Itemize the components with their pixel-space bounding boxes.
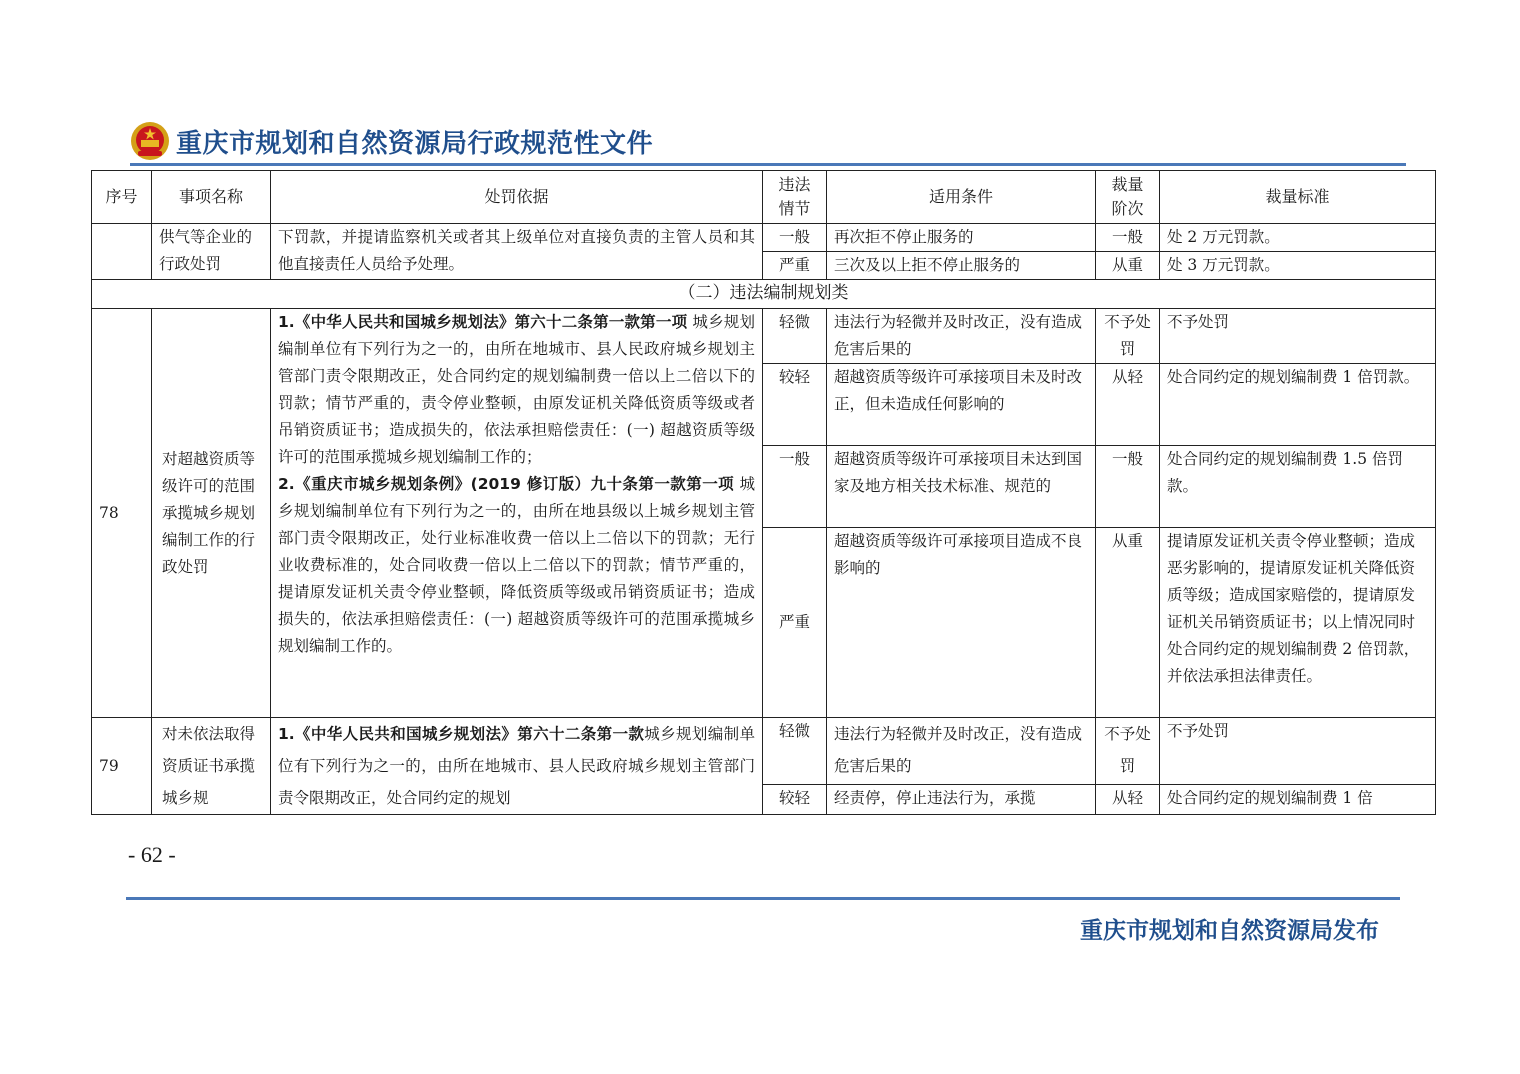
basis-law-text: 城乡规划编制单位有下列行为之一的，由所在地县级以上城乡规划主管部门责令限期改正，处行业标准收费一倍以上二倍以下的罚款；无行业收费标准的，处合同收费一倍以上二倍以下的罚款；情节严重的，提请原发证机关责令停业整顿，降低资质等级或吊销资质证书；造成损失的，依法承担赔偿责任：(一) 超越资质等级许可的范围承揽城乡规划编制工作的。 [278,475,755,655]
discretion-order: 不予处罚 [1096,718,1160,785]
document-header [130,118,653,164]
penalty-table [91,170,1436,815]
discretion-order: 一般 [1096,224,1160,252]
violation-level: 较轻 [763,364,827,446]
applicable-condition: 违法行为轻微并及时改正，没有造成危害后果的 [827,718,1096,785]
header-cell: 裁量 阶次 [1096,171,1160,224]
discretion-order: 从重 [1096,252,1160,280]
basis-law-text: 城乡规划编制单位有下列行为之一的，由所在地城市、县人民政府城乡规划主管部门责令限期改正，处合同约定的规划编制费一倍以上二倍以下的罚款；情节严重的，责令停业整顿，由原发证机关降低资质等级或者吊销资质证书；造成损失的，依法承担赔偿责任：(一) 超越资质等级许可的范围承揽城乡规划编制工作的； [278,313,755,466]
discretion-order: 不予处罚 [1096,309,1160,364]
applicable-condition: 经责停，停止违法行为，承揽 [827,784,1096,814]
discretion-order: 从重 [1096,528,1160,718]
footer-publisher: 重庆市规划和自然资源局发布 [1080,918,1379,944]
item-number [92,224,152,280]
violation-level: 一般 [763,446,827,528]
applicable-condition: 超越资质等级许可承接项目未达到国家及地方相关技术标准、规范的 [827,446,1096,528]
applicable-condition: 三次及以上拒不停止服务的 [827,252,1096,280]
table-header-row [92,171,1436,224]
discretion-standard: 提请原发证机关责令停业整顿；造成恶劣影响的，提请原发证机关降低资质等级；造成国家赔偿的，提请原发证机关吊销资质证书；以上情况同时处合同约定的规划编制费 2 倍罚款，并依法承担法律责任。 [1160,528,1436,718]
header-rule [130,163,1406,166]
header-cell: 适用条件 [827,171,1096,224]
discretion-standard: 处合同约定的规划编制费 1 倍 [1160,784,1436,814]
item-name: 供气等企业的行政处罚 [152,224,271,280]
discretion-standard: 处 2 万元罚款。 [1160,224,1436,252]
violation-level: 轻微 [763,309,827,364]
applicable-condition: 违法行为轻微并及时改正，没有造成危害后果的 [827,309,1096,364]
applicable-condition: 超越资质等级许可承接项目造成不良影响的 [827,528,1096,718]
applicable-condition: 再次拒不停止服务的 [827,224,1096,252]
item-name: 对未依法取得资质证书承揽城乡规 [152,718,271,815]
violation-level: 一般 [763,224,827,252]
violation-level: 严重 [763,528,827,718]
header-cell: 序号 [92,171,152,224]
basis-law-title: 1.《中华人民共和国城乡规划法》第六十二条第一款第一项 [278,313,688,331]
table-row [92,224,1436,252]
header-cell: 处罚依据 [271,171,763,224]
discretion-standard: 不予处罚 [1160,718,1436,785]
table-row [92,718,1436,785]
header-title: 重庆市规划和自然资源局行政规范性文件 [176,128,654,159]
applicable-condition: 超越资质等级许可承接项目未及时改正，但未造成任何影响的 [827,364,1096,446]
category-title: （二）违法编制规划类 [92,280,1436,309]
discretion-standard: 处 3 万元罚款。 [1160,252,1436,280]
header-cell: 裁量标准 [1160,171,1436,224]
header-cell: 违法 情节 [763,171,827,224]
basis-law-title: 2.《重庆市城乡规划条例》(2019 修订版）九十条第一款第一项 [278,475,735,493]
discretion-order: 一般 [1096,446,1160,528]
discretion-standard: 处合同约定的规划编制费 1 倍罚款。 [1160,364,1436,446]
page-number: - 62 - [128,842,176,867]
item-number: 79 [92,718,152,815]
violation-level: 轻微 [763,718,827,785]
discretion-order: 从轻 [1096,364,1160,446]
item-number: 78 [92,309,152,718]
discretion-standard: 不予处罚 [1160,309,1436,364]
violation-level: 较轻 [763,784,827,814]
item-name: 对超越资质等级许可的范围承揽城乡规划编制工作的行政处罚 [152,309,271,718]
basis-law-title: 1.《中华人民共和国城乡规划法》第六十二条第一款 [278,725,645,743]
violation-level: 严重 [763,252,827,280]
table-row [92,309,1436,364]
header-cell: 事项名称 [152,171,271,224]
category-row [92,280,1436,309]
basis-law-text: 城乡规划编制单位有下列行为之一的，由所在地城市、县人民政府城乡规划主管部门责令限期改正，处合同约定的规划 [278,725,755,807]
discretion-order: 从轻 [1096,784,1160,814]
item-basis [271,718,763,815]
national-emblem-icon [130,121,170,161]
item-basis: 下罚款，并提请监察机关或者其上级单位对直接负责的主管人员和其他直接责任人员给予处理。 [271,224,763,280]
footer-rule [126,897,1400,900]
item-basis [271,309,763,718]
discretion-standard: 处合同约定的规划编制费 1.5 倍罚款。 [1160,446,1436,528]
